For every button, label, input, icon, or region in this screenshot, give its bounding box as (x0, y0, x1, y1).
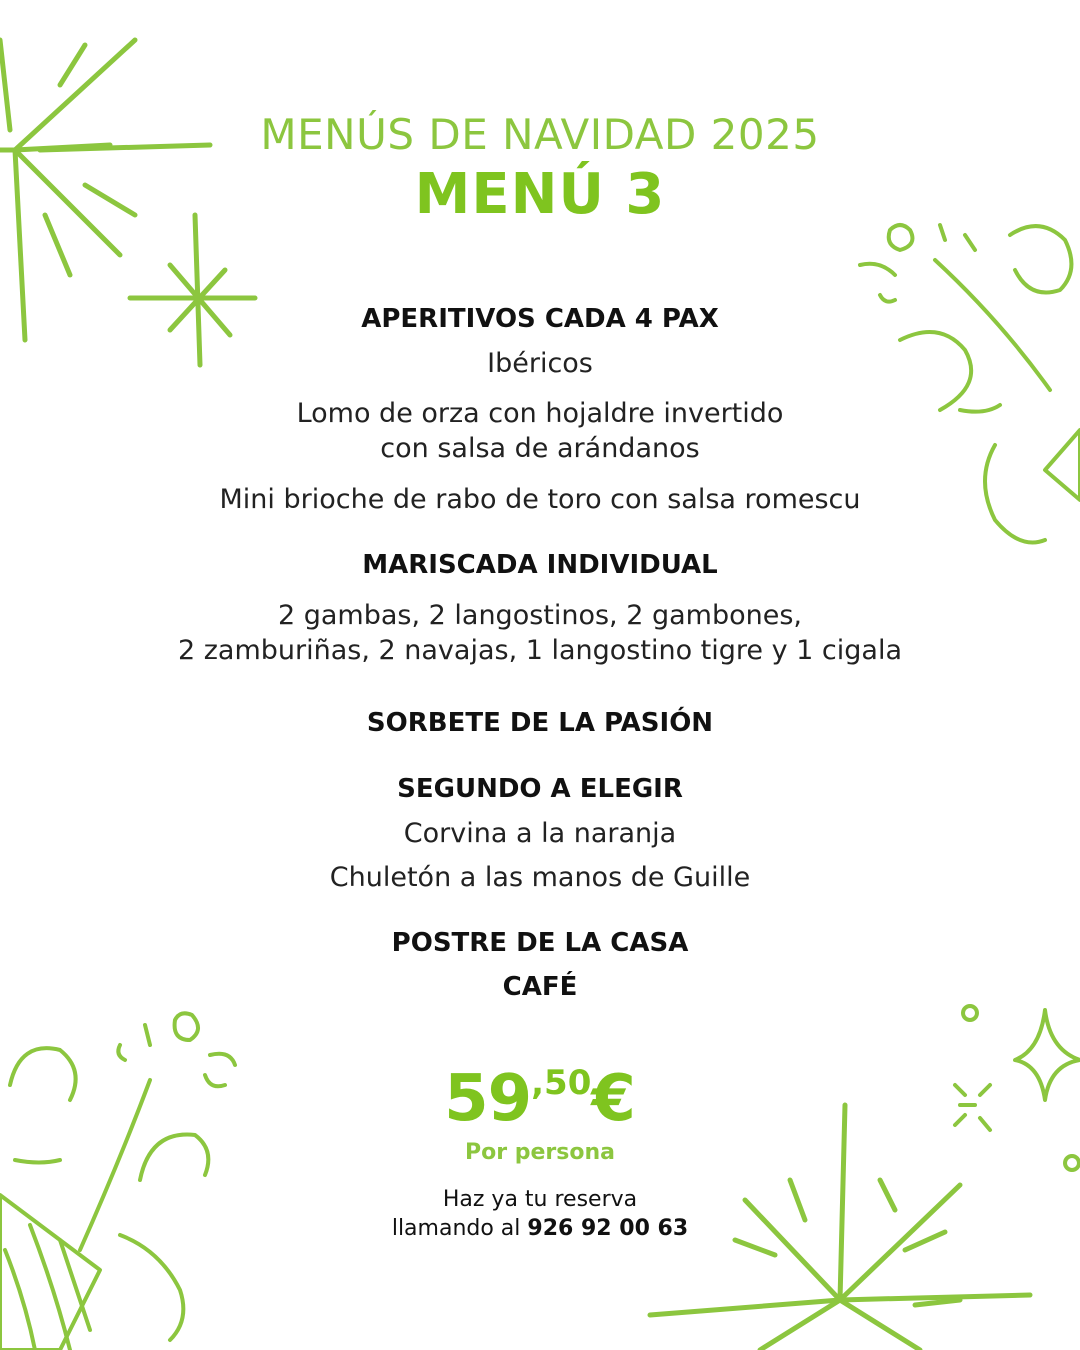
price-note: Por persona (465, 1140, 615, 1165)
sparkle-icon (130, 215, 255, 365)
section-heading-cafe: CAFÉ (502, 972, 578, 1002)
section-heading-segundo: SEGUNDO A ELEGIR (397, 774, 683, 804)
section-heading-aperitivos: APERITIVOS CADA 4 PAX (361, 304, 719, 334)
section-heading-postre: POSTRE DE LA CASA (391, 928, 689, 958)
price-integer: 59 (444, 1062, 532, 1136)
phone-number[interactable]: 926 92 00 63 (527, 1216, 689, 1241)
menu-item: Ibéricos (487, 348, 593, 379)
section-heading-sorbete: SORBETE DE LA PASIÓN (366, 708, 714, 738)
reservation-line-1: Haz ya tu reserva (442, 1187, 638, 1212)
menu-item: Chuletón a las manos de Guille (329, 862, 751, 893)
price-decimal: ,50 (531, 1063, 592, 1103)
menu-title: MENÚ 3 (414, 162, 666, 227)
menu-item: 2 zamburiñas, 2 navajas, 1 langostino tigre y 1 cigala (177, 635, 903, 666)
reservation-line-2 (0, 1214, 1080, 1243)
menu-item: Lomo de orza con hojaldre invertido (296, 398, 784, 429)
price (0, 1062, 1080, 1136)
menu-subtitle: MENÚS DE NAVIDAD 2025 (260, 110, 820, 159)
menu-item: con salsa de arándanos (380, 433, 700, 464)
reservation-prefix: llamando al (391, 1216, 528, 1241)
menu-item: Mini brioche de rabo de toro con salsa romescu (219, 484, 861, 515)
section-heading-mariscada: MARISCADA INDIVIDUAL (362, 550, 718, 580)
menu-item: Corvina a la naranja (403, 818, 677, 849)
price-currency: € (591, 1062, 636, 1136)
menu-item: 2 gambas, 2 langostinos, 2 gambones, (277, 600, 803, 631)
